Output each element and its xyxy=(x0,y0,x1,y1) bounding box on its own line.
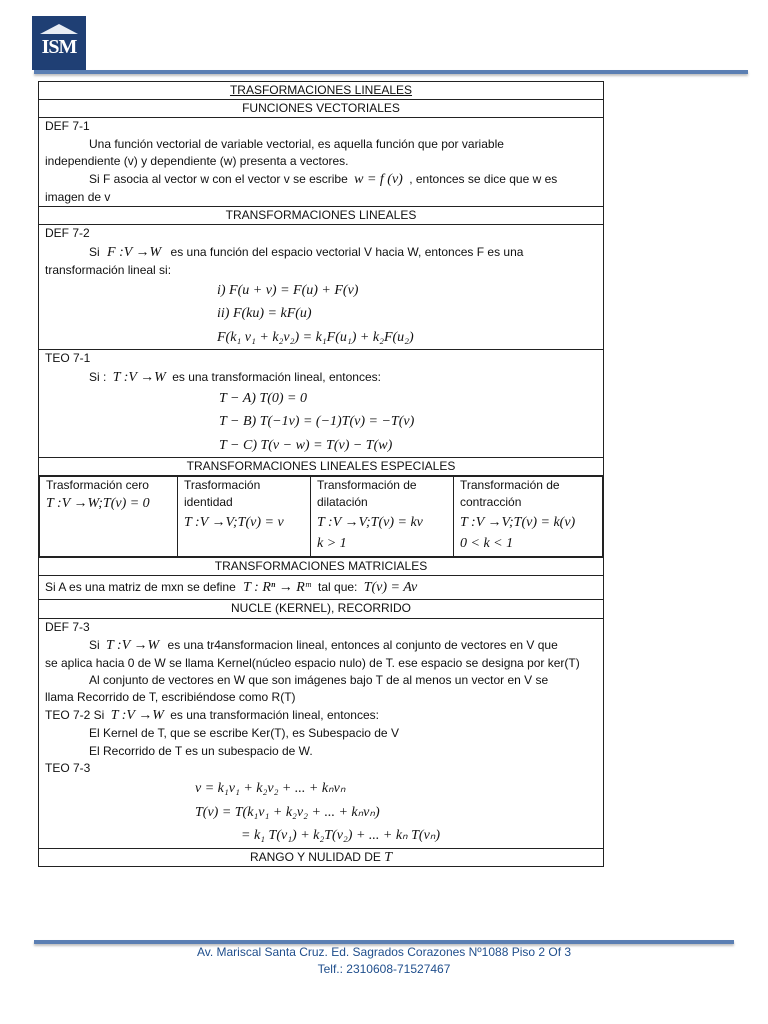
def-7-1-line3 xyxy=(45,170,597,189)
def-7-1-line3-text: Si F asocia al vector w con el vector v se escribe xyxy=(89,172,348,187)
special-col-formula: T :V →V;T(v) = kv xyxy=(317,514,423,530)
teo-7-3-label: TEO 7-3 xyxy=(45,760,91,775)
def-7-3-line3: Al conjunto de vectores en W que son imágenes bajo T de al menos un vector en V se xyxy=(89,673,549,688)
rank-title-symbol: T xyxy=(384,849,393,865)
special-col-title: Transformación de xyxy=(460,478,560,493)
teo-7-2-line2: El Kernel de T, que se escribe Ker(T), es Subespacio de V xyxy=(89,726,399,741)
footer-phone: Telf.: 2310608-71527467 xyxy=(317,962,451,976)
section-header-vector-functions: FUNCIONES VECTORIALES xyxy=(39,100,604,118)
def-7-3-label: DEF 7-3 xyxy=(45,619,90,634)
teo-7-2-line1 xyxy=(45,706,597,725)
matrix-formula-2: T(v) = Av xyxy=(363,580,418,596)
def-7-3-block xyxy=(39,618,604,848)
special-col-condition: 0 < k < 1 xyxy=(460,535,514,551)
teo-7-1-eq1: T − A) T(0) = 0 xyxy=(219,390,307,406)
section-header-kernel: NUCLE (KERNEL), RECORRIDO xyxy=(39,600,604,618)
def-7-2-line2: transformación lineal si: xyxy=(45,262,172,277)
def-7-1-line3-end: , entonces se dice que w es xyxy=(409,172,558,187)
teo-7-1-formula: T :V →W xyxy=(112,369,166,385)
matrix-formula: T : Rⁿ → Rᵐ xyxy=(243,580,311,596)
def-7-2-line1-text: Si xyxy=(89,244,100,259)
teo-7-1-label: TEO 7-1 xyxy=(45,351,91,366)
special-col-identity xyxy=(178,477,311,557)
footer xyxy=(0,944,768,978)
matrix-text: Si A es una matriz de mxn se define xyxy=(45,580,236,595)
special-col-formula: T :V →V;T(v) = k(v) xyxy=(460,514,576,530)
matrix-definition xyxy=(39,576,604,600)
teo-7-3-eq1: v = k₁v₁ + k₂v₂ + ... + kₙvₙ xyxy=(195,781,346,797)
teo-7-2-rest: es una transformación lineal, entonces: xyxy=(170,708,379,723)
def-7-3-line1 xyxy=(45,636,597,655)
special-col-formula: T :V →W;T(v) = 0 xyxy=(46,496,150,512)
def-7-3-formula: T :V →W xyxy=(106,637,160,653)
def-7-2-formula: F :V →W xyxy=(107,244,162,260)
def-7-1-formula: w = f (v) xyxy=(354,172,403,188)
ism-logo xyxy=(32,16,86,70)
header-rule xyxy=(34,70,748,74)
def-7-3-line1-end: es una tr4ansformacion lineal, entonces al conjunto de vectores en V que xyxy=(167,637,558,652)
def-7-3-line4: llama Recorrido de T, escribiéndose como R(T) xyxy=(45,690,296,705)
teo-7-1-line1-end: es una transformación lineal, entonces: xyxy=(172,369,381,384)
teo-7-2-formula: T :V →W xyxy=(110,708,164,724)
special-col-condition: k > 1 xyxy=(317,535,347,551)
section-header-special: TRANSFORMACIONES LINEALES ESPECIALES xyxy=(39,458,604,476)
teo-7-1-line1-text: Si : xyxy=(89,369,107,384)
def-7-1-block xyxy=(39,118,604,207)
def-7-3-line2: se aplica hacia 0 de W se llama Kernel(núcleo espacio nulo) de T. ese espacio se designa por ker(T) xyxy=(45,655,580,670)
def-7-2-label: DEF 7-2 xyxy=(45,226,90,241)
logo-roof-icon xyxy=(40,24,78,34)
special-col-subtitle: contracción xyxy=(460,495,522,510)
special-col-formula: T :V →V;T(v) = v xyxy=(184,514,284,530)
teo-7-1-eq2: T − B) T(−1v) = (−1)T(v) = −T(v) xyxy=(219,414,415,430)
def-7-2-line1-end: es una función del espacio vectorial V hacia W, entonces F es una xyxy=(170,244,524,259)
teo-7-2-line3: El Recorrido de T es un subespacio de W. xyxy=(89,743,313,758)
special-col-zero xyxy=(40,477,178,557)
teo-7-3-eq3: = k₁ T(v₁) + k₂T(v₂) + ... + kₙ T(vₙ) xyxy=(241,828,441,844)
teo-7-1-eq3: T − C) T(v − w) = T(v) − T(w) xyxy=(219,437,393,453)
teo-7-3-eq2: T(v) = T(k₁v₁ + k₂v₂ + ... + kₙvₙ) xyxy=(195,804,380,820)
special-col-contraction xyxy=(454,477,603,557)
special-col-subtitle: dilatación xyxy=(317,495,368,510)
def-7-2-eq1: i) F(u + v) = F(u) + F(v) xyxy=(217,282,359,298)
special-col-title: Trasformación xyxy=(184,478,261,493)
special-col-subtitle: identidad xyxy=(184,495,233,510)
def-7-2-block xyxy=(39,225,604,350)
section-header-linear-transformations: TRANSFORMACIONES LINEALES xyxy=(39,207,604,225)
special-col-title: Trasformación cero xyxy=(46,478,149,493)
def-7-1-line4: imagen de v xyxy=(45,190,111,205)
page-title: TRASFORMACIONES LINEALES xyxy=(39,82,604,100)
logo-text: ISM xyxy=(41,36,77,58)
section-header-matrix: TRANSFORMACIONES MATRICIALES xyxy=(39,558,604,576)
def-7-1-label: DEF 7-1 xyxy=(45,119,90,134)
def-7-2-eq2: ii) F(ku) = kF(u) xyxy=(217,306,312,322)
def-7-1-line2: independiente (v) y dependiente (w) presenta a vectores. xyxy=(45,153,349,168)
special-transformations-grid xyxy=(39,476,603,557)
footer-address: Av. Mariscal Santa Cruz. Ed. Sagrados Corazones Nº1088 Piso 2 Of 3 xyxy=(196,945,572,959)
def-7-1-line1: Una función vectorial de variable vectorial, es aquella función que por variable xyxy=(89,136,504,151)
special-col-title: Transformación de xyxy=(317,478,417,493)
matrix-text-suchthat: tal que: xyxy=(318,580,358,595)
teo-7-1-line1 xyxy=(45,368,597,387)
def-7-3-line1-text: Si xyxy=(89,637,100,652)
section-header-rank xyxy=(39,848,604,866)
teo-7-2-label: TEO 7-2 Si xyxy=(45,708,105,723)
special-col-dilation xyxy=(311,477,454,557)
special-transformations-row xyxy=(39,476,604,558)
teo-7-1-block xyxy=(39,350,604,458)
content-table xyxy=(38,81,604,867)
def-7-2-eq3: F(k₁ v₁ + k₂v₂) = k₁F(u₁) + k₂F(u₂) xyxy=(217,329,414,345)
rank-title: RANGO Y NULIDAD DE xyxy=(249,849,381,864)
def-7-2-line1 xyxy=(45,243,597,262)
